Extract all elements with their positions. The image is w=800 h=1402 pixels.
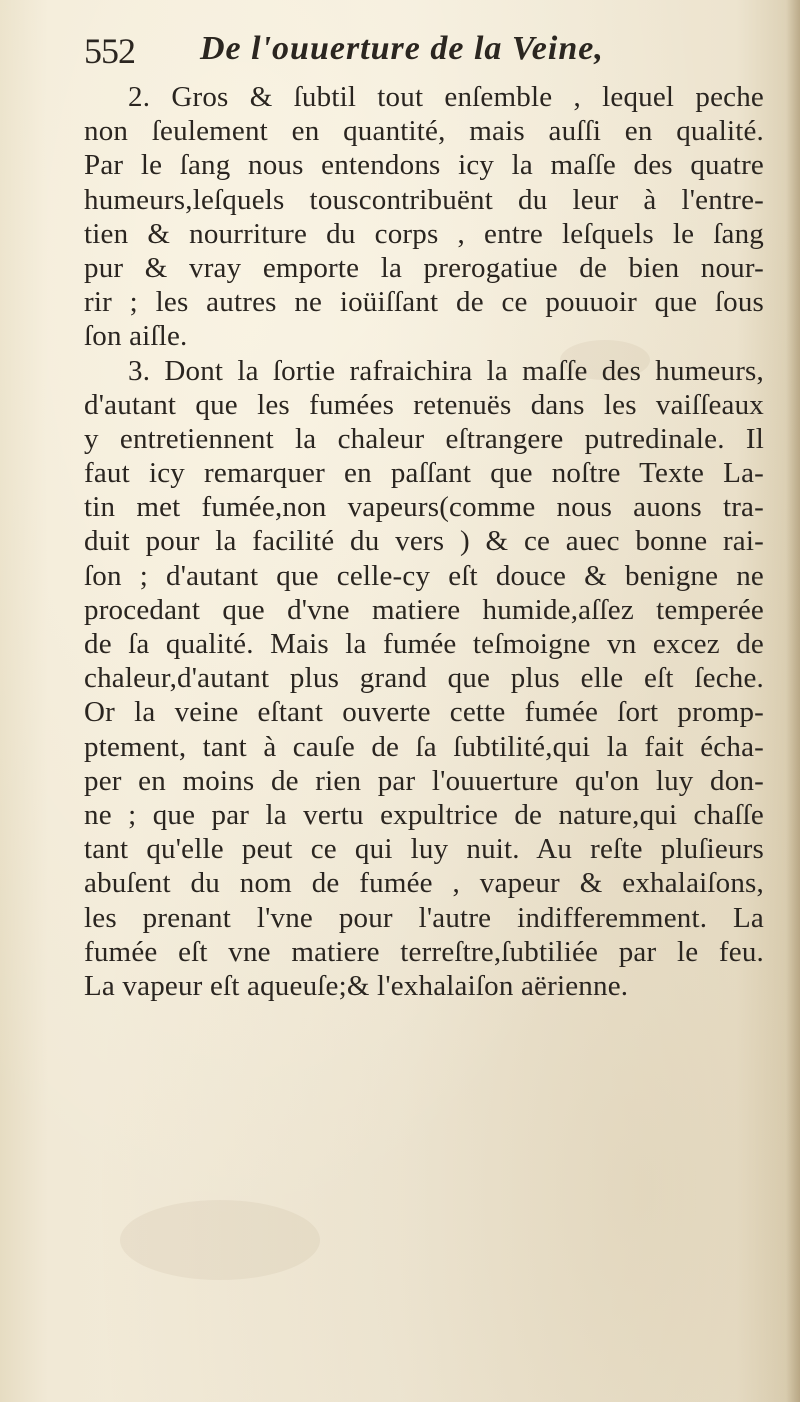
text-line: rir ; les autres ne ioüiſſant de ce pouuoir que ſous [84,286,764,319]
text-line: de ſa qualité. Mais la fumée teſmoigne vn excez de [84,628,764,660]
text-line: procedant que d'vne matiere humide,aſſez temperée [84,593,764,626]
text-line: non ſeulement en quantité, mais auſſi en qualité. [84,115,764,148]
text-line: tant qu'elle peut ce qui luy nuit. Au reſte pluſieurs [84,833,764,866]
text-line: La vapeur eſt aqueuſe;& l'exhalaiſon aërienne. [84,969,629,1002]
page-header [84,22,684,74]
text-line: Or la veine eſtant ouverte cette fumée ſort promp- [84,696,764,729]
body-text [84,80,764,1003]
text-line: duit pour la facilité du vers ) & ce auec bonne rai- [84,525,764,558]
text-line: tien & nourriture du corps , entre leſquels le ſang [84,217,764,250]
text-line: abuſent du nom de fumée , vapeur & exhalaiſons, [84,867,764,900]
text-line: per en moins de rien par l'ouuerture qu'on luy don- [84,764,764,797]
text-line: 2. Gros & ſubtil tout enſemble , lequel peche [128,81,764,113]
text-line: 3. Dont la ſortie rafraichira la maſſe des humeurs, [128,354,764,387]
text-line: y entretiennent la chaleur eſtrangere putredinale. Il [84,422,764,455]
text-line: ptement, tant à cauſe de ſa ſubtilité,qui la fait écha- [84,730,764,763]
text-line: les prenant l'vne pour l'autre indifferemment. La [84,901,764,934]
text-line: tin met fumée,non vapeurs(comme nous auons tra- [84,491,764,524]
text-line: pur & vray emporte la prerogatiue de bien nour- [84,251,764,284]
text-line: faut icy remarquer en paſſant que noſtre Texte La- [84,457,764,490]
text-line: humeurs,leſquels touscontribuënt du leur à l'entre- [84,183,764,216]
paper-stain [120,1200,320,1280]
text-line: chaleur,d'autant plus grand que plus elle eſt ſeche. [84,662,764,695]
running-title: De l'ouuerture de la Veine, [200,30,604,67]
text-line: ſon ; d'autant que celle-cy eſt douce & benigne ne [84,559,764,592]
page-edge-shadow [786,0,800,1402]
text-line: ne ; que par la vertu expultrice de nature,qui chaſſe [84,798,764,831]
text-line: d'autant que les fumées retenuës dans les vaiſſeaux [84,388,764,421]
text-line: ſon aiſle. [84,320,188,353]
text-line: fumée eſt vne matiere terreſtre,ſubtiliée par le feu. [84,935,764,968]
page-number: 552 [84,31,135,71]
text-line: Par le ſang nous entendons icy la maſſe des quatre [84,149,764,182]
